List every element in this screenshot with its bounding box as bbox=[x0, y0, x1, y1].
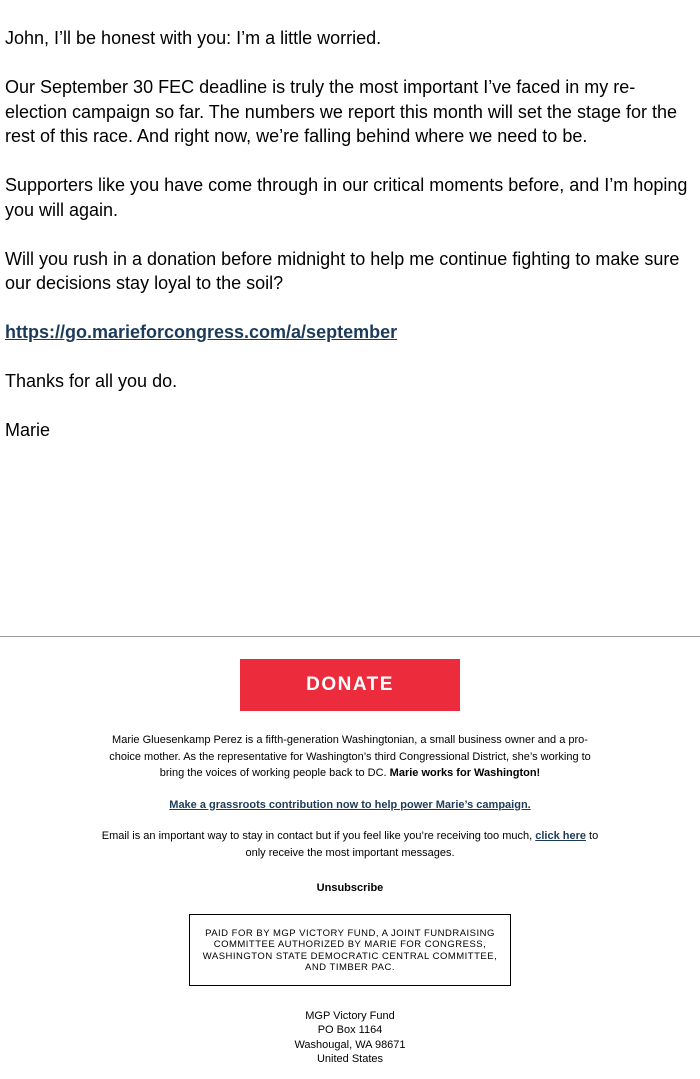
ask-paragraph: Will you rush in a donation before midnight to help me continue fighting to make sure our decisions stay loyal to the soil? bbox=[5, 248, 680, 293]
deadline-paragraph: Our September 30 FEC deadline is truly the most important I’ve faced in my re-election campaign so far. The numbers we report this month will set the stage for the rest of this race. And right now, we’re falling behind where we need to be. bbox=[5, 77, 678, 146]
address-line-2: PO Box 1164 bbox=[317, 1024, 383, 1036]
paid-for-disclaimer: PAID FOR BY MGP VICTORY FUND, A JOINT FUNDRAISING COMMITTEE AUTHORIZED BY MARIE FOR CONGRESS, WASHINGTON STATE DEMOCRATIC CENTRAL COMMITTEE, AND TIMBER PAC. bbox=[189, 914, 511, 986]
donation-link[interactable]: https://go.marieforcongress.com/a/september bbox=[5, 322, 398, 342]
footer-divider bbox=[0, 636, 700, 637]
grassroots-line bbox=[0, 797, 700, 814]
address-line-3: Washougal, WA 98671 bbox=[294, 1038, 406, 1051]
link-paragraph bbox=[5, 320, 695, 345]
signoff: Marie bbox=[5, 420, 51, 440]
supporters-paragraph: Supporters like you have come through in our critical moments before, and I’m hoping you will again. bbox=[5, 175, 688, 220]
email-note-before: Email is an important way to stay in contact but if you feel like you’re receiving too much, bbox=[101, 830, 536, 842]
bio-text bbox=[105, 732, 595, 782]
email-frequency-note bbox=[95, 828, 605, 861]
bio-body: Marie Gluesenkamp Perez is a fifth-generation Washingtonian, a small business owner and a pro-choice mother. As the representative for Washington’s third Congressional District, she’s working to bring the voices of working people back to DC. bbox=[109, 734, 591, 779]
greeting-paragraph: John, I’ll be honest with you: I’m a little worried. bbox=[5, 28, 382, 48]
address-line-4: United States bbox=[316, 1053, 384, 1065]
unsubscribe-link[interactable]: Unsubscribe bbox=[316, 882, 384, 894]
address-line-1: MGP Victory Fund bbox=[305, 1009, 395, 1022]
click-here-link[interactable]: click here bbox=[535, 830, 586, 842]
grassroots-contribution-link[interactable]: Make a grassroots contribution now to help power Marie’s campaign. bbox=[169, 798, 531, 811]
donate-button[interactable]: DONATE bbox=[240, 659, 460, 711]
bio-tagline: Marie works for Washington! bbox=[389, 767, 541, 779]
mailing-address bbox=[0, 1009, 700, 1067]
thanks-paragraph: Thanks for all you do. bbox=[5, 371, 178, 391]
email-footer bbox=[0, 659, 700, 1067]
email-note-after: to only receive the most important messages. bbox=[245, 830, 599, 859]
email-body bbox=[5, 26, 695, 467]
